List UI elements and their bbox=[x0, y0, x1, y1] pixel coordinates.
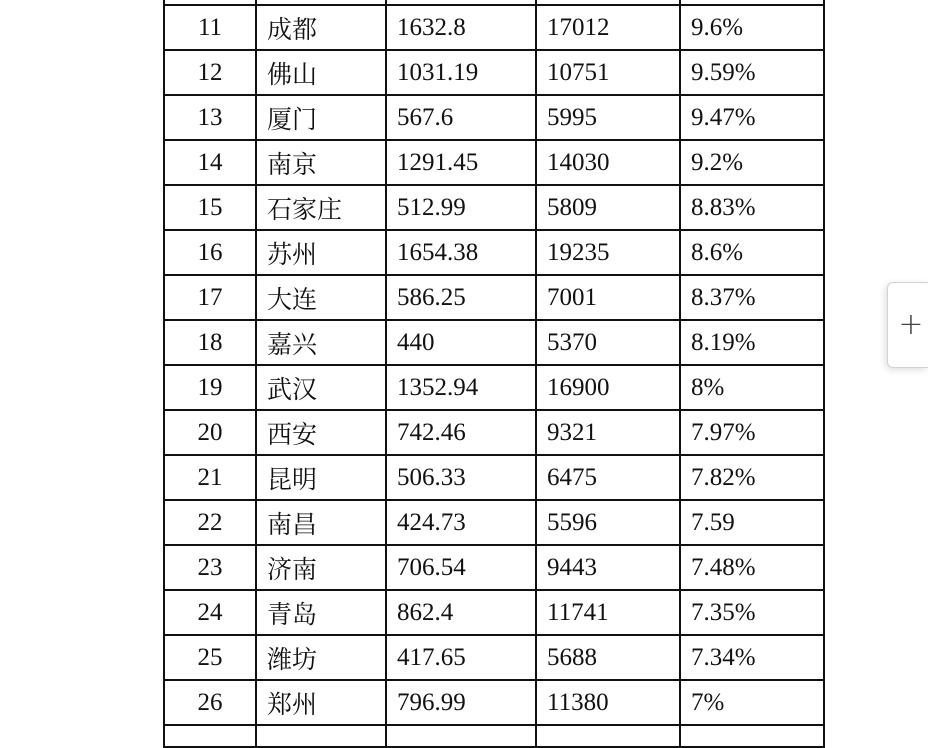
cell-pct: 7.34% bbox=[680, 635, 824, 680]
cell-count: 10751 bbox=[536, 50, 680, 95]
cell-city: 潍坊 bbox=[256, 635, 386, 680]
table-row bbox=[164, 410, 824, 455]
cell-count: 11380 bbox=[536, 680, 680, 725]
ranking-table bbox=[163, 0, 825, 748]
table-row bbox=[164, 500, 824, 545]
cell-pct: 8.83% bbox=[680, 185, 824, 230]
cell-count bbox=[536, 725, 680, 747]
cell-amount: 586.25 bbox=[386, 275, 536, 320]
cell-amount: 506.33 bbox=[386, 455, 536, 500]
cell-count: 5370 bbox=[536, 320, 680, 365]
cell-amount: 424.73 bbox=[386, 500, 536, 545]
cell-city: 成都 bbox=[256, 5, 386, 50]
cell-city: 苏州 bbox=[256, 230, 386, 275]
cell-count: 17012 bbox=[536, 5, 680, 50]
cell-rank: 24 bbox=[164, 590, 256, 635]
cell-city: 青岛 bbox=[256, 590, 386, 635]
cell-amount: 1031.19 bbox=[386, 50, 536, 95]
cell-rank: 17 bbox=[164, 275, 256, 320]
cell-amount: 706.54 bbox=[386, 545, 536, 590]
cell-count: 11741 bbox=[536, 590, 680, 635]
cell-pct: 7.35% bbox=[680, 590, 824, 635]
cell-amount: 567.6 bbox=[386, 95, 536, 140]
cell-city: 南京 bbox=[256, 140, 386, 185]
table-row bbox=[164, 320, 824, 365]
cell-city bbox=[256, 725, 386, 747]
cell-count: 5688 bbox=[536, 635, 680, 680]
cell-pct: 7.59 bbox=[680, 500, 824, 545]
cell-count: 9443 bbox=[536, 545, 680, 590]
cell-pct: 7% bbox=[680, 680, 824, 725]
cell-amount: 862.4 bbox=[386, 590, 536, 635]
table-row bbox=[164, 140, 824, 185]
plus-icon: + bbox=[898, 307, 924, 342]
cell-rank: 13 bbox=[164, 95, 256, 140]
table-row bbox=[164, 185, 824, 230]
table-row-partial-bottom bbox=[164, 725, 824, 747]
cell-rank: 19 bbox=[164, 365, 256, 410]
cell-pct: 8.19% bbox=[680, 320, 824, 365]
table-row bbox=[164, 365, 824, 410]
cell-count: 9321 bbox=[536, 410, 680, 455]
cell-count: 19235 bbox=[536, 230, 680, 275]
cell-rank: 20 bbox=[164, 410, 256, 455]
cell-count: 16900 bbox=[536, 365, 680, 410]
cell-city: 佛山 bbox=[256, 50, 386, 95]
table-row bbox=[164, 680, 824, 725]
cell-pct: 8.6% bbox=[680, 230, 824, 275]
cell-pct bbox=[680, 725, 824, 747]
cell-count: 5596 bbox=[536, 500, 680, 545]
cell-amount: 1654.38 bbox=[386, 230, 536, 275]
cell-amount: 512.99 bbox=[386, 185, 536, 230]
table-row bbox=[164, 545, 824, 590]
add-button[interactable] bbox=[887, 282, 928, 368]
cell-rank: 26 bbox=[164, 680, 256, 725]
cell-city: 厦门 bbox=[256, 95, 386, 140]
cell-count: 14030 bbox=[536, 140, 680, 185]
cell-amount bbox=[386, 725, 536, 747]
cell-rank: 14 bbox=[164, 140, 256, 185]
cell-rank bbox=[164, 725, 256, 747]
cell-amount: 1291.45 bbox=[386, 140, 536, 185]
cell-amount: 1352.94 bbox=[386, 365, 536, 410]
table-row bbox=[164, 5, 824, 50]
cell-pct: 8% bbox=[680, 365, 824, 410]
cell-count: 5809 bbox=[536, 185, 680, 230]
cell-rank: 23 bbox=[164, 545, 256, 590]
cell-amount: 742.46 bbox=[386, 410, 536, 455]
cell-count: 7001 bbox=[536, 275, 680, 320]
cell-city: 济南 bbox=[256, 545, 386, 590]
table-row bbox=[164, 455, 824, 500]
cell-rank: 16 bbox=[164, 230, 256, 275]
cell-rank: 12 bbox=[164, 50, 256, 95]
cell-pct: 7.48% bbox=[680, 545, 824, 590]
table-row bbox=[164, 275, 824, 320]
cell-amount: 417.65 bbox=[386, 635, 536, 680]
cell-city: 昆明 bbox=[256, 455, 386, 500]
cell-amount: 1632.8 bbox=[386, 5, 536, 50]
table-row bbox=[164, 590, 824, 635]
cell-city: 西安 bbox=[256, 410, 386, 455]
cell-rank: 21 bbox=[164, 455, 256, 500]
cell-rank: 18 bbox=[164, 320, 256, 365]
cell-count: 6475 bbox=[536, 455, 680, 500]
cell-pct: 9.59% bbox=[680, 50, 824, 95]
cell-rank: 15 bbox=[164, 185, 256, 230]
cell-pct: 9.47% bbox=[680, 95, 824, 140]
cell-rank: 22 bbox=[164, 500, 256, 545]
table-row bbox=[164, 230, 824, 275]
cell-city: 嘉兴 bbox=[256, 320, 386, 365]
cell-city: 大连 bbox=[256, 275, 386, 320]
cell-rank: 25 bbox=[164, 635, 256, 680]
cell-pct: 9.2% bbox=[680, 140, 824, 185]
cell-pct: 8.37% bbox=[680, 275, 824, 320]
cell-pct: 9.6% bbox=[680, 5, 824, 50]
cell-city: 郑州 bbox=[256, 680, 386, 725]
cell-amount: 796.99 bbox=[386, 680, 536, 725]
table-row bbox=[164, 95, 824, 140]
table-row bbox=[164, 635, 824, 680]
cell-city: 南昌 bbox=[256, 500, 386, 545]
cell-amount: 440 bbox=[386, 320, 536, 365]
cell-rank: 11 bbox=[164, 5, 256, 50]
cell-pct: 7.97% bbox=[680, 410, 824, 455]
table-row bbox=[164, 50, 824, 95]
cell-count: 5995 bbox=[536, 95, 680, 140]
cell-city: 武汉 bbox=[256, 365, 386, 410]
cell-pct: 7.82% bbox=[680, 455, 824, 500]
cell-city: 石家庄 bbox=[256, 185, 386, 230]
